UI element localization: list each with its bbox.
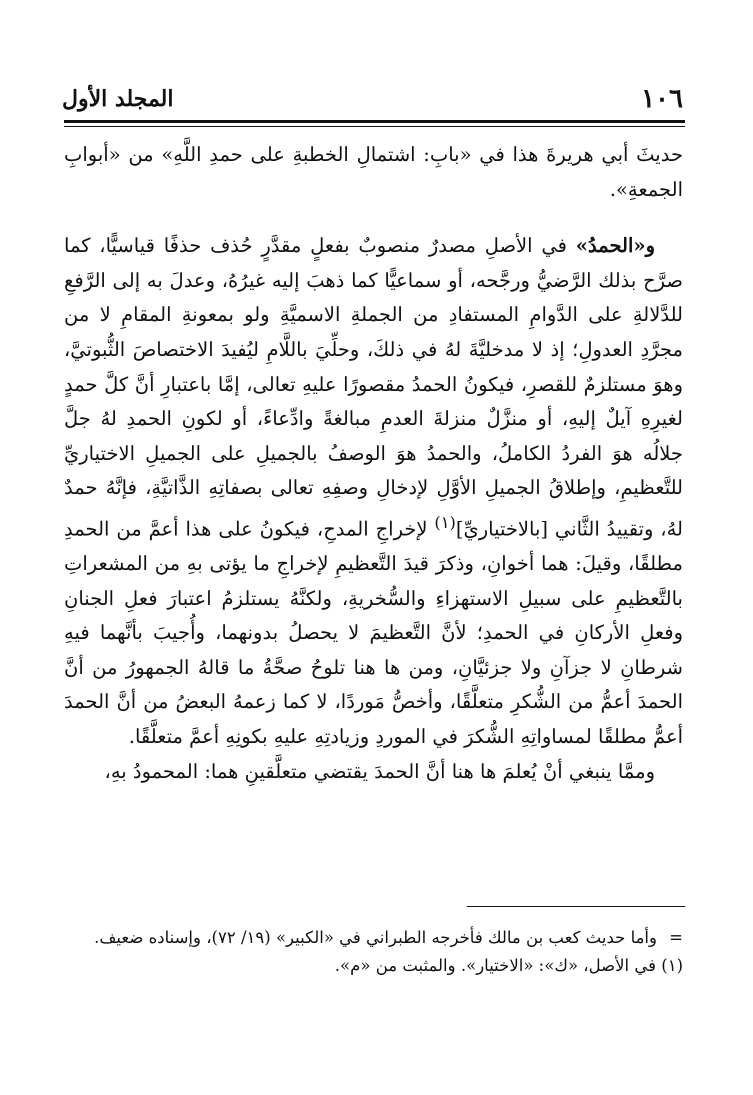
paragraph-2 <box>64 229 683 754</box>
paragraph-2-tail: لإخراجِ المدحِ، فيكونُ على هذا أعمَّ من الحمدِ مطلقًا، وقيلَ: هما أخوانِ، وذكرَ قيدَ التَّعظيمِ لإخراجِ ما يؤتى بهِ من المشعراتِ بالتَّعظيمِ على سبيلِ الاستهزاءِ والسُّخريةِ، ولكنَّهُ يستلزمُ اعتبارَ فعلِ الجنانِ وفعلِ الأركانِ في الحمدِ؛ لأنَّ التَّعظيمَ لا يحصلُ بدونهما، وأُجيبَ بأنَّهما فيهِ شرطانِ لا جزآنِ ولا جزئيَّانِ، ومن ها هنا تلوحُ صحَّةُ ما قالهُ الجمهورُ من أنَّ الحمدَ أعمُّ من الشُّكرِ متعلَّقًا، وأخصُّ مَوردًا، لا كما زعمهُ البعضُ من أنَّ الحمدَ أعمُّ مطلقًا لمساواتِهِ الشُّكرَ في الموردِ وزيادتِهِ عليهِ بكونِهِ أعمَّ متعلَّقًا. <box>64 517 683 748</box>
footnote-1-marker: (١) <box>661 956 683 975</box>
footnote-1-text: في الأصل، «ك»: «الاختيار». والمثبت من «م». <box>334 956 656 975</box>
paragraph-3: وممَّا ينبغي أنْ يُعلمَ ها هنا أنَّ الحمدَ يقتضي متعلَّقينِ هما: المحمودُ بهِ، <box>104 759 655 783</box>
main-text <box>64 138 683 789</box>
footnote-continued-marker: = <box>669 928 683 947</box>
paragraph-2-lead: و«الحمدُ» <box>575 234 655 258</box>
page-number: ١٠٦ <box>641 84 683 114</box>
footnote-1 <box>64 952 683 980</box>
running-title: المجلد الأول <box>62 86 174 112</box>
paragraph-1: حديثَ أبي هريرةَ هذا في «بابِ: اشتمالِ الخطبةِ على حمدِ اللَّهِ» من «أبوابِ الجمعةِ». <box>64 143 683 201</box>
footnotes <box>64 924 683 980</box>
header-rule-thick <box>64 120 685 123</box>
footnote-continued-text: وأما حديث كعب بن مالك فأخرجه الطبراني في «الكبير» (١٩/ ٧٢)، وإسناده ضعيف. <box>94 928 657 947</box>
footnote-continued <box>64 924 683 952</box>
footnote-rule <box>467 906 685 907</box>
page-header <box>62 84 683 114</box>
footnote-reference: (١) <box>434 512 456 532</box>
paragraph-gap <box>64 207 683 229</box>
paragraph-2-body: في الأصلِ مصدرٌ منصوبٌ بفعلٍ مقدَّرٍ حُذف حذفًا قياسيًّا، كما صرَّح بذلك الرَّضيُّ ورجَّحه، أو سماعيًّا كما ذهبَ إليه غيرُهُ، وعدلَ به إلى الرَّفعِ للدَّلالةِ على الدَّوامِ المستفادِ من الجملةِ الاسميَّةِ ولو بمعونةِ المقامِ لا من مجرَّدِ العدولِ؛ إذ لا مدخليَّةَ لهُ في ذلكَ، وحلِّيَ باللَّامِ ليُفيدَ الاختصاصَ الثُّبوتيَّ، وهوَ مستلزمٌ للقصرِ، فيكونُ الحمدُ مقصورًا عليهِ تعالى، إمَّا باعتبارِ أنَّ كلَّ حمدٍ لغيرِهِ آيلٌ إليهِ، أو منزَّلٌ منزلةَ العدمِ مبالغةً وادِّعاءً، أو لكونِ الحمدِ لهُ جلَّ جلالُه هوَ الفردُ الكاملُ، والحمدُ هوَ الوصفُ بالجميلِ على الجميلِ الاختياريِّ للتَّعظيمِ، وإطلاقُ الجميلِ الأوَّلِ لإدخالِ وصفِهِ تعالى بصفاتِهِ الذَّاتيَّةِ، فإنَّهُ حمدٌ لهُ، وتقييدُ الثَّاني [بالاختياريِّ] <box>64 234 683 541</box>
header-rule-thin <box>64 126 685 127</box>
